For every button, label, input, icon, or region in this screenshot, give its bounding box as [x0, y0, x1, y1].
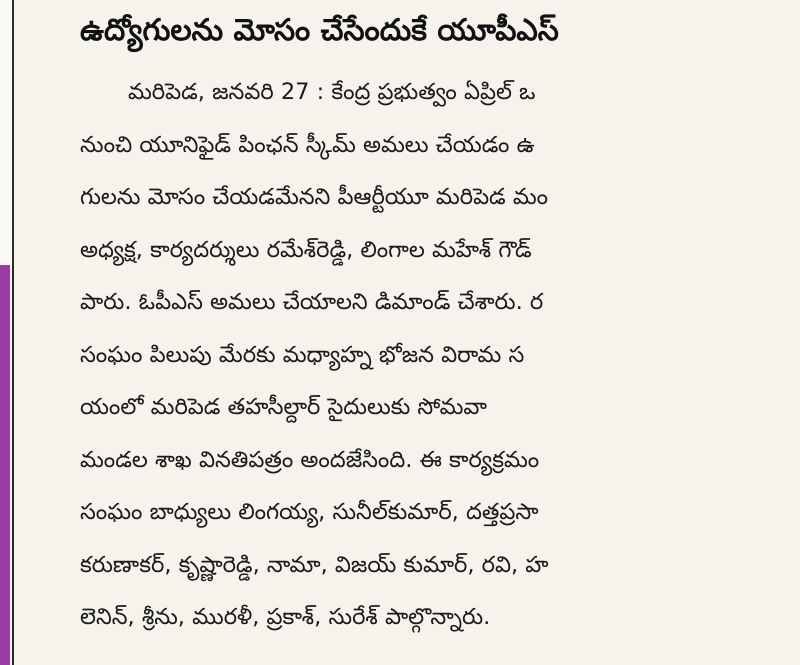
body-line: గులను మోసం చేయడమేనని పీఆర్టీయూ మరిపెడ మం [80, 184, 549, 210]
body-line: కరుణాకర్, కృష్ణారెడ్డి, నామా, విజయ్ కుమార్, రవి, హ [80, 551, 549, 578]
body-line: లెనిన్, శ్రీను, మురళీ, ప్రకాశ్, సురేశ్ పాల్గొన్నారు. [80, 604, 491, 630]
body-line: పారు. ఓపీఎస్ అమలు చేయాలని డిమాండ్ చేశారు. ర [80, 289, 544, 315]
article-body [80, 66, 800, 644]
article-headline: ఉద్యోగులను మోసం చేసేందుకే యూపీఎస్ [80, 13, 559, 48]
body-line: అధ్యక్ష, కార్యదర్శులు రమేశ్‌రెడ్డి, లింగాల మహేశ్ గౌడ్ [80, 236, 532, 263]
body-line: నుంచి యూనిఫైడ్ పింఛన్ స్కీమ్ అమలు చేయడం ఉ [80, 131, 535, 158]
body-line: మరిపెడ, జనవరి 27 : కేంద్ర ప్రభుత్వం ఏప్రిల్ ఒ [128, 79, 536, 105]
body-line: మండల శాఖ వినతిపత్రం అందజేసింది. ఈ కార్యక్రమం [80, 446, 540, 473]
accent-side-bar [0, 265, 10, 665]
body-line: సంఘం పిలుపు మేరకు మధ్యాహ్న భోజన విరామ స [80, 341, 525, 368]
body-line: సంఘం బాధ్యులు లింగయ్య, సునీల్‌కుమార్, దత్తప్రసా [80, 499, 539, 525]
body-line: యంలో మరిపెడ తహసీల్దార్ సైదులుకు సోమవా [80, 394, 487, 420]
